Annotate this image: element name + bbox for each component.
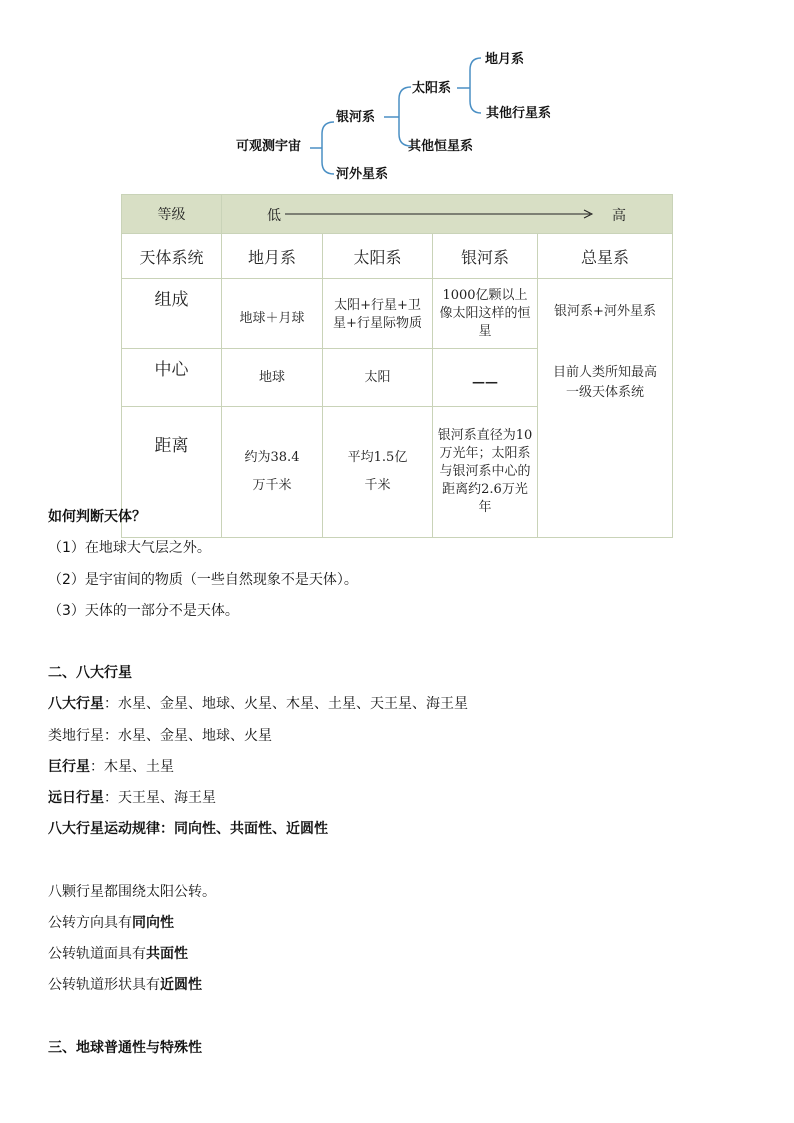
orbit-shape-prefix: 公转轨道形状具有 xyxy=(48,977,160,993)
distance-galaxy: 银河系直径为10万光年；太阳系与银河系中心的距离约2.6万光年 xyxy=(433,407,538,538)
center-earth-moon: 地球 xyxy=(222,349,323,407)
tree-node-solar-system: 太阳系 xyxy=(412,81,452,96)
universe-hierarchy-diagram xyxy=(0,0,794,195)
far-line xyxy=(48,789,216,807)
composition-galaxy: 1000亿颗以上像太阳这样的恒星 xyxy=(433,279,538,349)
terrestrial-label: 类地行星 xyxy=(48,728,104,744)
composition-earth-moon: 地球＋月球 xyxy=(222,279,323,349)
far-label: 远日行星 xyxy=(48,790,104,806)
center-galaxy: —— xyxy=(433,349,538,407)
table-row-level xyxy=(122,195,673,234)
total-galaxy-note: 目前人类所知最高一级天体系统 xyxy=(552,365,657,400)
level-label: 等级 xyxy=(122,195,222,234)
level-high: 高 xyxy=(612,208,626,224)
system-label: 天体系统 xyxy=(122,234,222,279)
level-arrow-icon xyxy=(285,206,597,222)
col-solar: 太阳系 xyxy=(323,234,433,279)
orbit-direction-line xyxy=(48,914,174,932)
distance-label: 距离 xyxy=(122,407,222,538)
law-line xyxy=(48,820,328,838)
orbit-shape-line xyxy=(48,976,202,994)
distance-solar: 平均1.5亿千米 xyxy=(323,407,433,538)
orbit-direction-prefix: 公转方向具有 xyxy=(48,915,132,931)
tree-node-other-planet-systems: 其他行星系 xyxy=(486,106,552,121)
planets-line xyxy=(48,695,468,713)
level-low: 低 xyxy=(267,208,281,224)
question-item-2: （2）是宇宙间的物质（一些自然现象不是天体）。 xyxy=(48,572,358,588)
composition-label: 组成 xyxy=(122,279,222,349)
orbit-plane-prefix: 公转轨道面具有 xyxy=(48,946,146,962)
composition-solar: 太阳+行星+卫星+行星际物质 xyxy=(323,279,433,349)
far-text: ：天王星、海王星 xyxy=(104,790,216,806)
col-galaxy: 银河系 xyxy=(433,234,538,279)
law-text: ：同向性、共面性、近圆性 xyxy=(160,821,328,837)
table-row-system xyxy=(122,234,673,279)
planets-text: ：水星、金星、地球、火星、木星、土星、天王星、海王星 xyxy=(104,696,468,712)
question-title: 如何判断天体？ xyxy=(48,509,146,525)
center-solar: 太阳 xyxy=(323,349,433,407)
col-total-galaxy: 总星系 xyxy=(538,234,673,279)
level-scale xyxy=(222,195,673,234)
orbit-shape-key: 近圆性 xyxy=(160,977,202,993)
tree-node-earth-moon-system: 地月系 xyxy=(485,52,525,67)
table-row-composition xyxy=(122,279,673,349)
diagram-brackets xyxy=(0,0,794,195)
celestial-system-table xyxy=(121,194,673,538)
giant-line xyxy=(48,758,174,776)
orbit-intro: 八颗行星都围绕太阳公转。 xyxy=(48,884,216,900)
question-item-3: （3）天体的一部分不是天体。 xyxy=(48,603,239,619)
tree-node-other-star-systems: 其他恒星系 xyxy=(408,139,474,154)
terrestrial-text: ：水星、金星、地球、火星 xyxy=(104,728,272,744)
distance-earth-moon: 约为38.4万千米 xyxy=(222,407,323,538)
total-galaxy-cell xyxy=(538,279,673,538)
center-label: 中心 xyxy=(122,349,222,407)
section3-title: 三、地球普通性与特殊性 xyxy=(48,1040,202,1056)
orbit-plane-key: 共面性 xyxy=(146,946,188,962)
terrestrial-line xyxy=(48,727,272,745)
giant-text: ：木星、土星 xyxy=(90,759,174,775)
orbit-direction-key: 同向性 xyxy=(132,915,174,931)
tree-node-galaxy: 银河系 xyxy=(336,110,376,125)
tree-node-extragalactic: 河外星系 xyxy=(336,167,389,182)
law-label: 八大行星运动规律 xyxy=(48,821,160,837)
orbit-plane-line xyxy=(48,945,188,963)
section2-title: 二、八大行星 xyxy=(48,665,132,681)
planets-label: 八大行星 xyxy=(48,696,104,712)
total-galaxy-composition: 银河系+河外星系 xyxy=(554,304,656,319)
giant-label: 巨行星 xyxy=(48,759,90,775)
question-item-1: （1）在地球大气层之外。 xyxy=(48,540,211,556)
tree-root-observable-universe: 可观测宇宙 xyxy=(236,139,302,154)
col-earth-moon: 地月系 xyxy=(222,234,323,279)
